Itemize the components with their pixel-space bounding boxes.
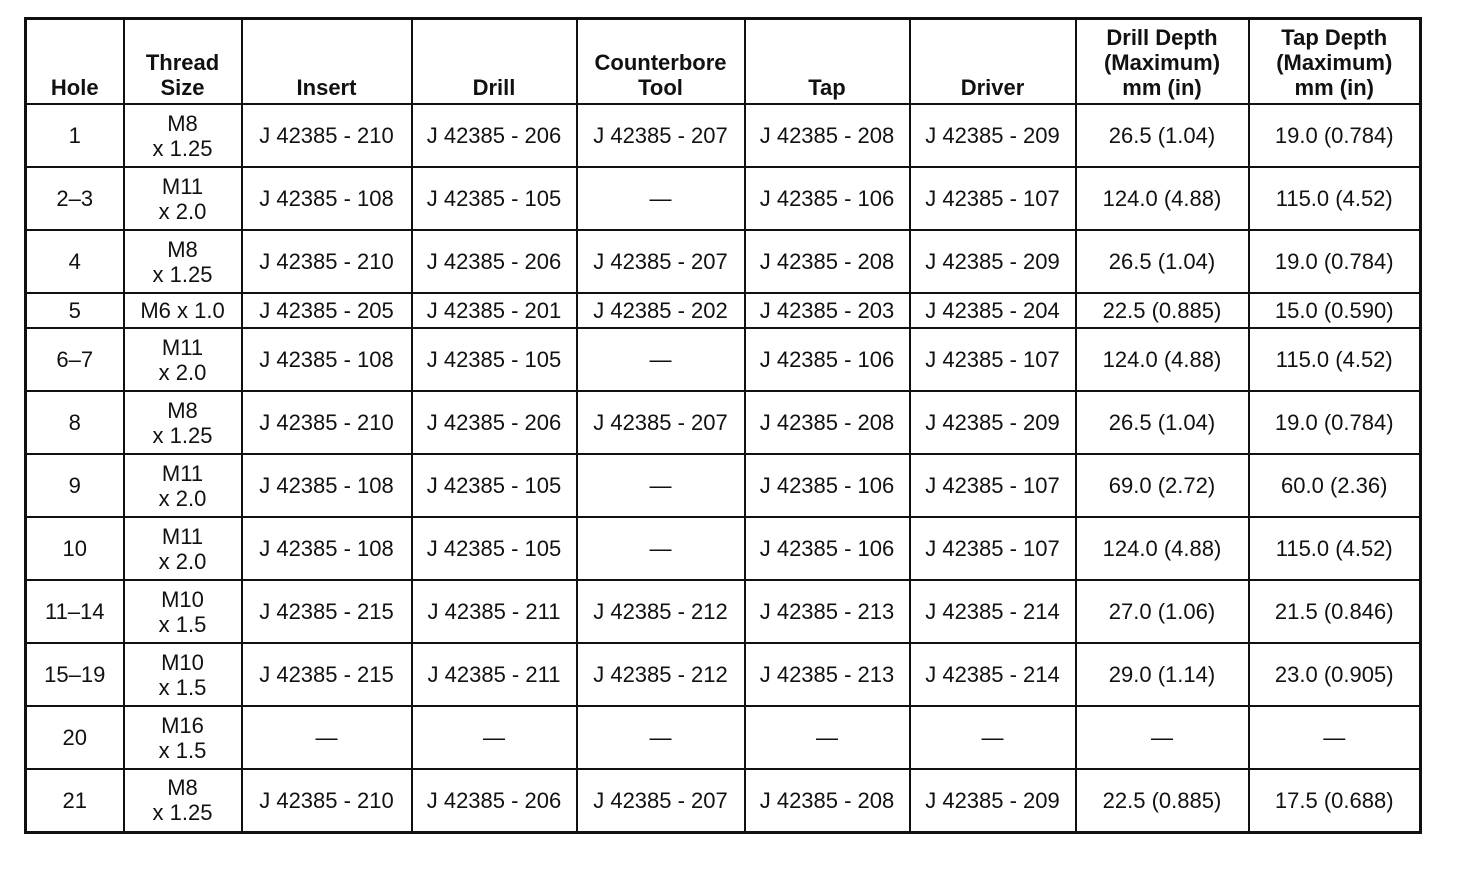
cell-tap: J 42385 - 213	[745, 643, 910, 706]
cell-drill: J 42385 - 206	[412, 104, 577, 167]
column-header-line: mm (in)	[1294, 75, 1374, 100]
cell-drill: J 42385 - 201	[412, 293, 577, 328]
thread-size-line: M8	[167, 397, 198, 423]
thread-size-line: M8	[167, 775, 198, 801]
cell-driver: J 42385 - 107	[910, 328, 1076, 391]
thread-size-line: M8	[167, 110, 198, 136]
cell-counterbore: J 42385 - 212	[577, 643, 745, 706]
cell-drill-depth: 26.5 (1.04)	[1076, 230, 1249, 293]
cell-driver: J 42385 - 209	[910, 104, 1076, 167]
column-header-line: (Maximum)	[1276, 50, 1393, 75]
cell-driver: J 42385 - 214	[910, 643, 1076, 706]
thread-size-line: x 1.5	[158, 737, 207, 763]
cell-tap: J 42385 - 208	[745, 769, 910, 832]
cell-insert: J 42385 - 108	[242, 454, 412, 517]
cell-drill-depth: 26.5 (1.04)	[1076, 104, 1249, 167]
cell-tap-depth: 115.0 (4.52)	[1249, 517, 1421, 580]
column-header-line: Counterbore	[594, 50, 727, 75]
thread-size-line: M6 x 1.0	[140, 298, 225, 323]
table-row	[26, 104, 1421, 167]
cell-hole: 11–14	[26, 580, 124, 643]
cell-drill-depth: 124.0 (4.88)	[1076, 328, 1249, 391]
cell-thread-size	[124, 517, 242, 580]
cell-drill-depth: 26.5 (1.04)	[1076, 391, 1249, 454]
cell-drill-depth: 69.0 (2.72)	[1076, 454, 1249, 517]
column-header-line: Size	[160, 75, 205, 100]
cell-tap-depth: 19.0 (0.784)	[1249, 230, 1421, 293]
cell-counterbore: —	[577, 328, 745, 391]
cell-thread-size	[124, 104, 242, 167]
cell-driver: —	[910, 706, 1076, 769]
cell-driver: J 42385 - 214	[910, 580, 1076, 643]
cell-tap-depth: 23.0 (0.905)	[1249, 643, 1421, 706]
thread-size-line: x 2.0	[158, 359, 207, 385]
cell-driver: J 42385 - 209	[910, 769, 1076, 832]
cell-thread-size	[124, 580, 242, 643]
cell-hole: 20	[26, 706, 124, 769]
thread-size-line: M10	[161, 586, 204, 612]
thread-size-line: x 1.5	[158, 674, 207, 700]
cell-counterbore: J 42385 - 202	[577, 293, 745, 328]
column-header-tap	[745, 19, 910, 105]
thread-size-line: x 2.0	[158, 548, 207, 574]
cell-drill-depth: 29.0 (1.14)	[1076, 643, 1249, 706]
table-row	[26, 517, 1421, 580]
cell-insert: —	[242, 706, 412, 769]
column-header-line: Driver	[960, 75, 1025, 100]
cell-tap-depth: 17.5 (0.688)	[1249, 769, 1421, 832]
column-header-line: (Maximum)	[1103, 50, 1221, 75]
table-body	[26, 104, 1421, 832]
cell-drill: J 42385 - 211	[412, 643, 577, 706]
cell-insert: J 42385 - 108	[242, 328, 412, 391]
column-header-line: Tool	[638, 75, 683, 100]
cell-counterbore: —	[577, 517, 745, 580]
cell-hole: 10	[26, 517, 124, 580]
thread-size-line: M8	[167, 236, 198, 262]
cell-drill: J 42385 - 105	[412, 454, 577, 517]
column-header-line: Insert	[296, 75, 357, 100]
cell-thread-size	[124, 328, 242, 391]
cell-hole: 4	[26, 230, 124, 293]
cell-counterbore: J 42385 - 207	[577, 230, 745, 293]
cell-drill-depth: 124.0 (4.88)	[1076, 167, 1249, 230]
cell-drill: J 42385 - 211	[412, 580, 577, 643]
thread-size-line: x 1.25	[152, 800, 213, 826]
cell-drill: J 42385 - 105	[412, 167, 577, 230]
cell-thread-size	[124, 454, 242, 517]
thread-size-line: M16	[161, 712, 204, 738]
cell-tap: —	[745, 706, 910, 769]
thread-size-line: M11	[161, 173, 204, 199]
thread-size-line: x 1.25	[152, 422, 213, 448]
cell-thread-size	[124, 293, 242, 328]
thread-size-line: x 2.0	[158, 485, 207, 511]
cell-tap: J 42385 - 208	[745, 104, 910, 167]
cell-tap-depth: 115.0 (4.52)	[1249, 167, 1421, 230]
cell-drill-depth: —	[1076, 706, 1249, 769]
cell-thread-size	[124, 167, 242, 230]
cell-thread-size	[124, 230, 242, 293]
column-header-line: Drill Depth	[1106, 25, 1218, 50]
thread-size-line: M11	[161, 334, 204, 360]
cell-drill: —	[412, 706, 577, 769]
cell-drill-depth: 27.0 (1.06)	[1076, 580, 1249, 643]
cell-drill-depth: 22.5 (0.885)	[1076, 293, 1249, 328]
thread-size-line: M11	[161, 523, 204, 549]
thread-size-line: M11	[161, 460, 204, 486]
column-header-drill-depth	[1076, 19, 1249, 105]
table-row	[26, 167, 1421, 230]
cell-driver: J 42385 - 107	[910, 517, 1076, 580]
cell-insert: J 42385 - 205	[242, 293, 412, 328]
cell-counterbore: J 42385 - 212	[577, 580, 745, 643]
thread-size-line: x 1.25	[152, 261, 213, 287]
table-row	[26, 580, 1421, 643]
thread-size-line: x 1.5	[158, 611, 207, 637]
cell-hole: 8	[26, 391, 124, 454]
cell-drill: J 42385 - 105	[412, 328, 577, 391]
cell-insert: J 42385 - 210	[242, 104, 412, 167]
cell-tap: J 42385 - 208	[745, 391, 910, 454]
cell-drill-depth: 22.5 (0.885)	[1076, 769, 1249, 832]
cell-hole: 9	[26, 454, 124, 517]
column-header-tap-depth	[1249, 19, 1421, 105]
column-header-line: Thread	[145, 50, 220, 75]
cell-counterbore: J 42385 - 207	[577, 769, 745, 832]
table-row	[26, 643, 1421, 706]
cell-counterbore: —	[577, 454, 745, 517]
cell-insert: J 42385 - 210	[242, 391, 412, 454]
cell-counterbore: J 42385 - 207	[577, 104, 745, 167]
cell-driver: J 42385 - 209	[910, 391, 1076, 454]
table-row	[26, 293, 1421, 328]
column-header-counterbore-tool	[577, 19, 745, 105]
cell-tap-depth: 21.5 (0.846)	[1249, 580, 1421, 643]
cell-thread-size	[124, 391, 242, 454]
cell-driver: J 42385 - 107	[910, 167, 1076, 230]
column-header-line: Tap Depth	[1281, 25, 1388, 50]
cell-drill: J 42385 - 206	[412, 230, 577, 293]
column-header-drill	[412, 19, 577, 105]
table-row	[26, 230, 1421, 293]
cell-hole: 5	[26, 293, 124, 328]
column-header-hole	[26, 19, 124, 105]
cell-tap: J 42385 - 106	[745, 517, 910, 580]
cell-tap-depth: 15.0 (0.590)	[1249, 293, 1421, 328]
table-row	[26, 391, 1421, 454]
cell-hole: 1	[26, 104, 124, 167]
table-header-row	[26, 19, 1421, 105]
cell-thread-size	[124, 706, 242, 769]
cell-drill: J 42385 - 105	[412, 517, 577, 580]
cell-tap-depth: 60.0 (2.36)	[1249, 454, 1421, 517]
column-header-line: Drill	[472, 75, 516, 100]
cell-drill: J 42385 - 206	[412, 391, 577, 454]
cell-thread-size	[124, 643, 242, 706]
cell-tap: J 42385 - 213	[745, 580, 910, 643]
cell-tap: J 42385 - 106	[745, 454, 910, 517]
cell-hole: 15–19	[26, 643, 124, 706]
cell-tap-depth: 19.0 (0.784)	[1249, 391, 1421, 454]
cell-tap: J 42385 - 106	[745, 328, 910, 391]
column-header-line: mm (in)	[1122, 75, 1202, 100]
cell-tap-depth: —	[1249, 706, 1421, 769]
cell-driver: J 42385 - 209	[910, 230, 1076, 293]
cell-driver: J 42385 - 107	[910, 454, 1076, 517]
thread-size-line: M10	[161, 649, 204, 675]
cell-hole: 2–3	[26, 167, 124, 230]
cell-counterbore: —	[577, 167, 745, 230]
cell-insert: J 42385 - 215	[242, 580, 412, 643]
table-row	[26, 328, 1421, 391]
column-header-line: Tap	[808, 75, 846, 100]
tool-specification-table	[24, 17, 1422, 834]
column-header-insert	[242, 19, 412, 105]
thread-size-line: x 1.25	[152, 135, 213, 161]
cell-insert: J 42385 - 210	[242, 769, 412, 832]
cell-tap: J 42385 - 106	[745, 167, 910, 230]
table-row	[26, 769, 1421, 832]
cell-insert: J 42385 - 108	[242, 167, 412, 230]
cell-counterbore: J 42385 - 207	[577, 391, 745, 454]
column-header-thread-size	[124, 19, 242, 105]
table-row	[26, 706, 1421, 769]
cell-drill-depth: 124.0 (4.88)	[1076, 517, 1249, 580]
column-header-line: Hole	[50, 75, 99, 100]
thread-size-line: x 2.0	[158, 198, 207, 224]
cell-tap-depth: 115.0 (4.52)	[1249, 328, 1421, 391]
cell-thread-size	[124, 769, 242, 832]
column-header-driver	[910, 19, 1076, 105]
cell-tap-depth: 19.0 (0.784)	[1249, 104, 1421, 167]
cell-insert: J 42385 - 210	[242, 230, 412, 293]
cell-hole: 21	[26, 769, 124, 832]
cell-tap: J 42385 - 203	[745, 293, 910, 328]
cell-tap: J 42385 - 208	[745, 230, 910, 293]
cell-insert: J 42385 - 108	[242, 517, 412, 580]
table-row	[26, 454, 1421, 517]
cell-driver: J 42385 - 204	[910, 293, 1076, 328]
cell-drill: J 42385 - 206	[412, 769, 577, 832]
cell-hole: 6–7	[26, 328, 124, 391]
cell-insert: J 42385 - 215	[242, 643, 412, 706]
cell-counterbore: —	[577, 706, 745, 769]
